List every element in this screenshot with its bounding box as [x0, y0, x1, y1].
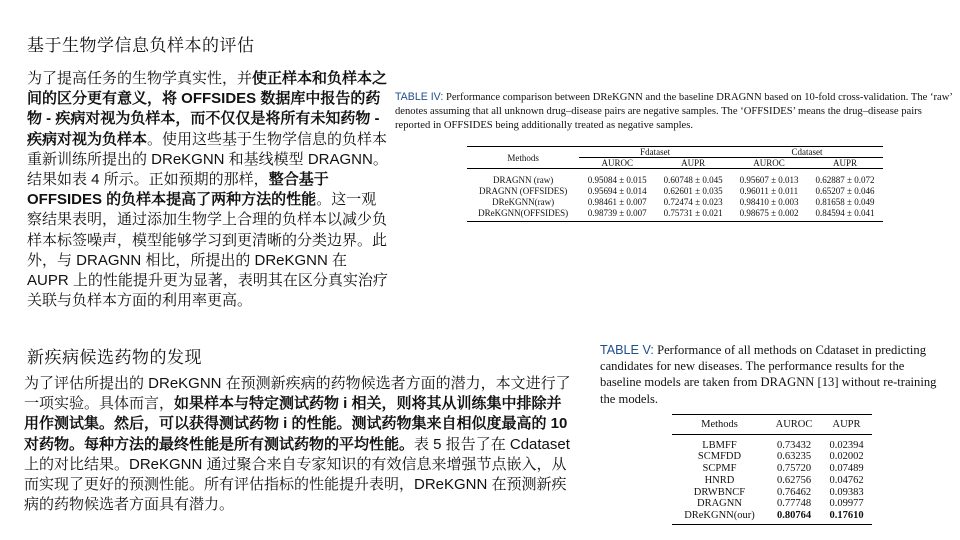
table-cell-value: 0.60748 ± 0.045 [663, 175, 723, 185]
table-row [467, 208, 883, 222]
table-cell-auroc: 0.62756 [776, 474, 812, 486]
bold-text-run: 使正样本和负样本之间的区分更有意义，将 OFFSIDES 数据库中报告的药物 - 疾病对视为负样本，而不仅仅是将所有未知药物 - 疾病对视为负样本 [27, 70, 388, 148]
table-cell-auroc: 0.75720 [776, 463, 812, 475]
table-cell-aupr: 0.09977 [829, 498, 864, 510]
table-cell-method: DRWBNCF [693, 486, 746, 498]
table-iv-caption [395, 90, 957, 133]
table-cell-value: 0.98739 ± 0.007 [579, 208, 655, 222]
table-cell-method: DReKGNN(OFFSIDES) [467, 208, 579, 222]
table-iv-header-methods: Methods [467, 147, 579, 169]
table-cell-aupr: 0.02394 [829, 439, 864, 451]
table-cell-method: HNRD [704, 474, 735, 486]
table-iv-subheader: AUPR [655, 158, 731, 169]
table-v-label: TABLE V: [600, 343, 654, 357]
table-cell-aupr: 0.07489 [829, 463, 864, 475]
table-row [672, 434, 872, 451]
table-row [672, 498, 872, 510]
table-cell-value: 0.84594 ± 0.041 [807, 208, 883, 222]
table-cell-value: 0.98461 ± 0.007 [587, 197, 647, 207]
table-cell-value: 0.95607 ± 0.013 [739, 175, 799, 185]
table-row [672, 510, 872, 524]
table-cell-value: 0.62601 ± 0.035 [663, 186, 723, 196]
table-cell-method: DRAGNN [697, 498, 742, 510]
table-iv-subheader: AUPR [807, 158, 883, 169]
table-cell-value: 0.98675 ± 0.002 [731, 208, 807, 222]
table-cell-value: 0.65207 ± 0.046 [815, 186, 875, 196]
table-iv-subheader: AUROC [731, 158, 807, 169]
section-heading-negative-samples: 基于生物学信息负样本的评估 [27, 36, 255, 55]
table-cell-auroc: 0.73432 [776, 439, 812, 451]
text-run: 为了评估所提出的 DReKGNN 在预测新疾病的药物候选者方面的潜力，本文进行了一项实验。具体而言， [24, 375, 571, 413]
table-row [672, 475, 872, 487]
table-cell-auroc: 0.80764 [767, 510, 821, 524]
table-v-header-methods: Methods [672, 415, 767, 435]
table-row [672, 487, 872, 499]
text-run: 表 5 报告了在 Cdataset 上的对比结果。DReKGNN 通过聚合来自专家知识的有效信息来增强节点嵌入，从而实现了更好的预测性能。所有评估指标的性能提升表明，DReKGNN 在预测新疾病的药物候选者方面具有潜力。 [24, 435, 570, 514]
table-cell-aupr: 0.17610 [821, 510, 872, 524]
section-paragraph-new-disease [24, 374, 572, 515]
table-cell-value: 0.62887 ± 0.072 [815, 175, 875, 185]
table-cell-method: SCMFDD [697, 451, 742, 463]
table-cell-method: DRAGNN (raw) [493, 175, 554, 185]
text-run: 为了提高任务的生物学真实性，并 [27, 70, 253, 87]
table-cell-method: DReKGNN(our) [672, 510, 767, 524]
table-cell-aupr: 0.09383 [829, 486, 864, 498]
table-cell-value: 0.95694 ± 0.014 [587, 186, 647, 196]
table-cell-auroc: 0.77748 [776, 498, 812, 510]
table-cell-aupr: 0.02002 [829, 451, 864, 463]
table-cell-value: 0.75731 ± 0.021 [655, 208, 731, 222]
table-iv-caption-text: Performance comparison between DReKGNN and the baseline DRAGNN based on 10-fold cross-validation. The ‘raw’ denotes assuming that all unknown drug–disease pairs are negative samples. The ‘OFFSIDES’ means the drug–disease pairs reported in OFFSIDES being additionally treated as negative samples. [395, 92, 953, 131]
table-cell-method: LBMFF [702, 439, 737, 451]
table-v-header-auroc: AUROC [767, 415, 821, 435]
table-row [467, 186, 883, 197]
table-row [467, 169, 883, 187]
table-v [672, 414, 872, 525]
table-cell-value: 0.95084 ± 0.015 [587, 175, 647, 185]
table-v-caption [600, 342, 942, 407]
table-iv [467, 146, 883, 222]
text-run: 。使用这些基于生物学信息的负样本重新训练所提出的 DReKGNN 和基线模型 DRAGNN。结果如表 4 所示。正如预期的那样， [27, 130, 388, 189]
table-iv-group-cdataset: Cdataset [731, 147, 883, 158]
table-cell-aupr: 0.04762 [829, 474, 864, 486]
table-row [467, 197, 883, 208]
table-cell-method: SCPMF [702, 463, 737, 475]
table-row [672, 463, 872, 475]
table-iv-group-fdataset: Fdataset [579, 147, 731, 158]
table-row [672, 451, 872, 463]
table-cell-value: 0.72474 ± 0.023 [663, 197, 723, 207]
table-cell-value: 0.96011 ± 0.011 [739, 186, 799, 196]
table-cell-method: DRAGNN (OFFSIDES) [478, 186, 568, 196]
table-cell-method: DReKGNN(raw) [492, 197, 555, 207]
table-cell-auroc: 0.63235 [776, 451, 812, 463]
bold-text-run: 整合基于 OFFSIDES 的负样本提高了两种方法的性能 [27, 171, 329, 209]
section-heading-new-disease: 新疾病候选药物的发现 [27, 348, 202, 367]
table-iv-label: TABLE IV: [395, 91, 444, 103]
table-v-header-aupr: AUPR [821, 415, 872, 435]
section-paragraph-negative-samples [27, 69, 391, 311]
table-iv-subheader: AUROC [579, 158, 655, 169]
text-run: 。这一观察结果表明，通过添加生物学上合理的负样本以减少负样本标签噪声，模型能够学习到更清晰的分类边界。此外，与 DRAGNN 相比，所提出的 DReKGNN 在 AUPR 上的性能提升更为显著，表明其在区分真实治疗关联与负样本方面的利用率更高。 [27, 191, 388, 310]
bold-text-run: 如果样本与特定测试药物 i 相关，则将其从训练集中排除并用作测试集。然后，可以获得测试药物 i 的性能。测试药物集来自相似度最高的 10 对药物。每种方法的最终性能是所有测试药物的平均性能。 [24, 395, 568, 453]
table-cell-auroc: 0.76462 [776, 486, 812, 498]
table-cell-value: 0.98410 ± 0.003 [739, 197, 799, 207]
table-cell-value: 0.81658 ± 0.049 [815, 197, 875, 207]
table-v-caption-text: Performance of all methods on Cdataset in predicting candidates for new diseases. The performance results for the baseline models are taken from DRAGNN [13] without re-training the models. [600, 343, 937, 406]
